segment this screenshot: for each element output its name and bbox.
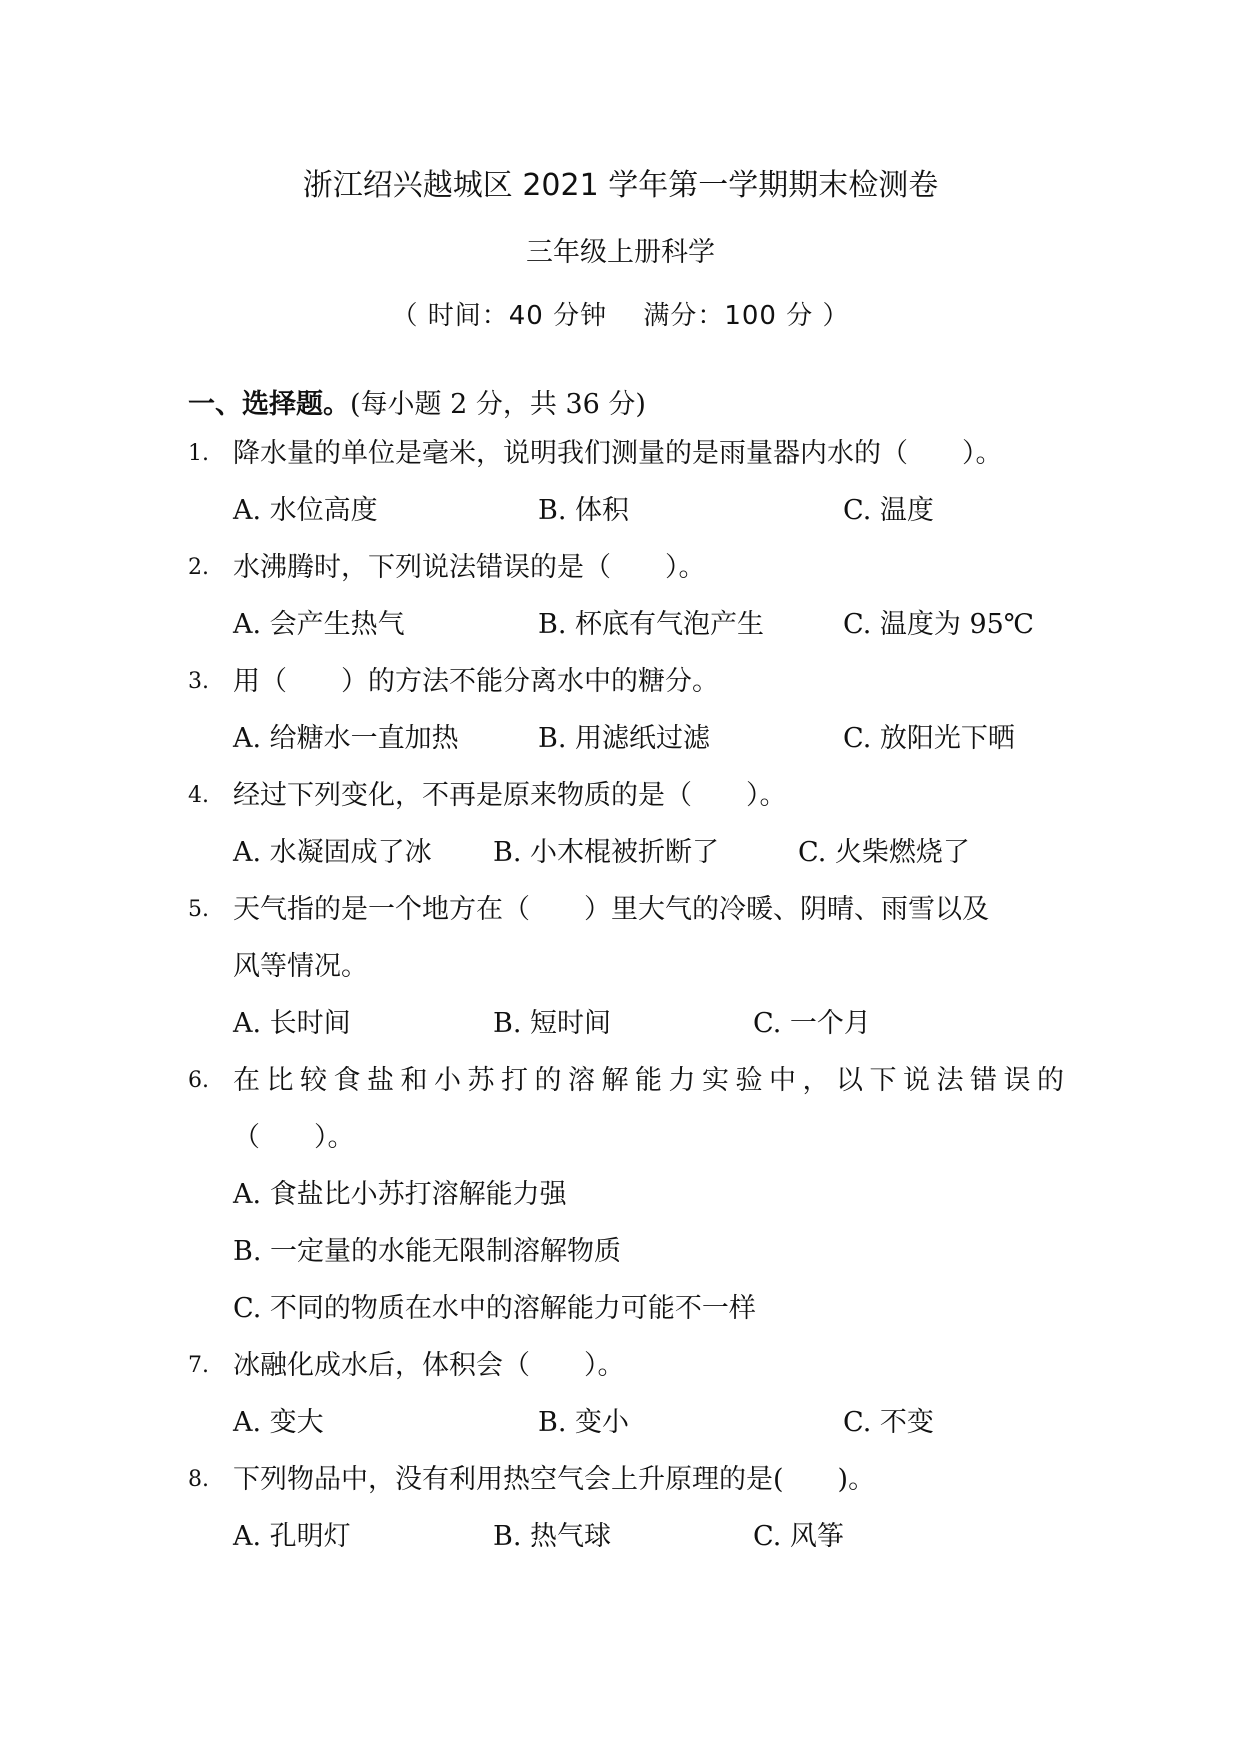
option-b: B. 热气球 <box>493 1521 612 1552</box>
section-note: (每小题 2 分，共 36 分) <box>350 389 646 420</box>
question-number: 8. <box>188 1467 209 1492</box>
option-c: C. 放阳光下晒 <box>843 723 1015 754</box>
option-a: A. 会产生热气 <box>233 609 405 640</box>
time-and-score-info: （ 时间：40 分钟 满分：100 分 ） <box>391 301 850 331</box>
option-a: A. 长时间 <box>233 1008 351 1039</box>
section-heading <box>188 382 646 421</box>
option-c: C. 火柴燃烧了 <box>798 837 970 868</box>
question-number: 2. <box>188 555 209 580</box>
question-number: 1. <box>188 441 209 466</box>
question-stem-line-2: 风等情况。 <box>233 951 368 982</box>
option-b: B. 杯底有气泡产生 <box>538 609 765 640</box>
option-a: A. 变大 <box>233 1407 324 1438</box>
option-a: A. 食盐比小苏打溶解能力强 <box>233 1179 567 1210</box>
option-c: C. 不同的物质在水中的溶解能力可能不一样 <box>233 1293 756 1324</box>
question-stem-line-1: 在比较食盐和小苏打的溶解能力实验中，以下说法错误的 <box>233 1065 1071 1096</box>
question-number: 6. <box>188 1068 209 1093</box>
option-c: C. 一个月 <box>753 1008 871 1039</box>
option-a: A. 给糖水一直加热 <box>233 723 459 754</box>
question-stem: 降水量的单位是毫米，说明我们测量的是雨量器内水的（ ）。 <box>233 438 1003 469</box>
option-c: C. 温度为 95℃ <box>843 609 1035 640</box>
option-a: A. 水凝固成了冰 <box>233 837 432 868</box>
section-title: 一、选择题。 <box>188 389 350 420</box>
option-a: A. 水位高度 <box>233 495 378 526</box>
option-b: B. 变小 <box>538 1407 630 1438</box>
option-b: B. 一定量的水能无限制溶解物质 <box>233 1236 622 1267</box>
question-number: 3. <box>188 669 209 694</box>
exam-title: 浙江绍兴越城区 2021 学年第一学期期末检测卷 <box>302 168 939 203</box>
option-b: B. 小木棍被折断了 <box>493 837 720 868</box>
question-stem: 水沸腾时，下列说法错误的是（ ）。 <box>233 552 706 583</box>
question-stem: 下列物品中，没有利用热空气会上升原理的是( )。 <box>233 1464 876 1495</box>
question-number: 5. <box>188 897 209 922</box>
option-c: C. 风筝 <box>753 1521 844 1552</box>
option-c: C. 温度 <box>843 495 934 526</box>
question-number: 4. <box>188 783 209 808</box>
question-stem-line-1: 天气指的是一个地方在（ ）里大气的冷暖、阴晴、雨雪以及 <box>233 894 989 925</box>
exam-subtitle: 三年级上册科学 <box>526 237 715 268</box>
option-b: B. 用滤纸过滤 <box>538 723 711 754</box>
question-stem: 冰融化成水后，体积会（ ）。 <box>233 1350 625 1381</box>
option-b: B. 短时间 <box>493 1008 612 1039</box>
option-a: A. 孔明灯 <box>233 1521 351 1552</box>
question-stem: 经过下列变化，不再是原来物质的是（ ）。 <box>233 780 787 811</box>
option-c: C. 不变 <box>843 1407 934 1438</box>
question-stem: 用（ ）的方法不能分离水中的糖分。 <box>233 666 719 697</box>
option-b: B. 体积 <box>538 495 630 526</box>
question-stem-line-2: （ ）。 <box>233 1122 355 1153</box>
question-number: 7. <box>188 1353 209 1378</box>
